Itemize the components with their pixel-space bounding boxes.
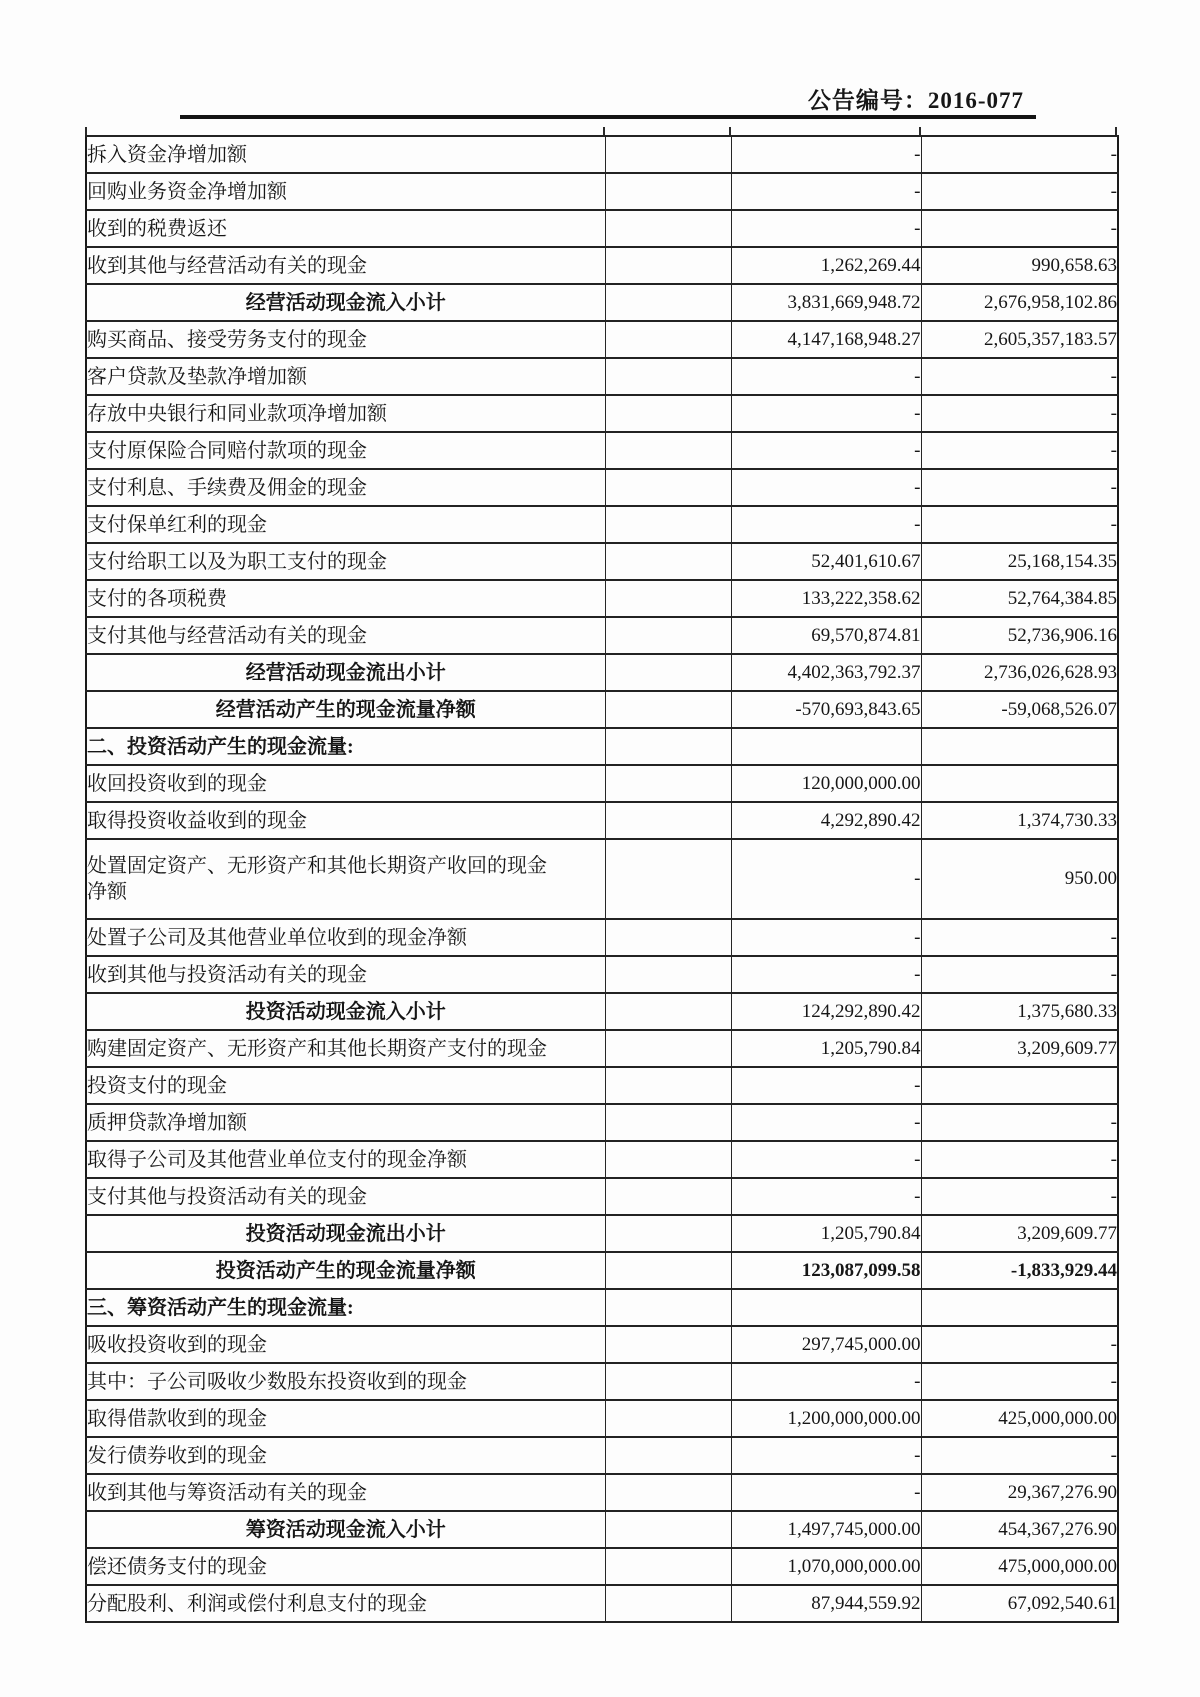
row-value-current: 297,745,000.00 bbox=[731, 1326, 921, 1363]
doc-number: 公告编号：2016-077 bbox=[807, 88, 1024, 113]
row-value-prior: - bbox=[921, 395, 1118, 432]
row-value-current: - bbox=[731, 1141, 921, 1178]
row-value-prior: 2,605,357,183.57 bbox=[921, 321, 1118, 358]
row-label: 投资活动现金流出小计 bbox=[245, 1223, 446, 1246]
table-row bbox=[86, 617, 1118, 654]
row-value-current bbox=[731, 1289, 921, 1326]
row-label-cell bbox=[86, 1511, 605, 1548]
row-value-prior: 67,092,540.61 bbox=[921, 1585, 1118, 1622]
row-label-cell bbox=[86, 543, 605, 580]
row-value-current: 1,262,269.44 bbox=[731, 247, 921, 284]
row-label-cell bbox=[86, 1141, 605, 1178]
row-blank-cell bbox=[605, 506, 731, 543]
row-value-prior: 454,367,276.90 bbox=[921, 1511, 1118, 1548]
row-label: 支付利息、手续费及佣金的现金 bbox=[87, 477, 367, 500]
row-label: 处置固定资产、无形资产和其他长期资产收回的现金净额 bbox=[87, 855, 547, 903]
row-label-cell bbox=[86, 993, 605, 1030]
row-label-cell bbox=[86, 1400, 605, 1437]
row-blank-cell bbox=[605, 1289, 731, 1326]
row-value-current: 124,292,890.42 bbox=[731, 993, 921, 1030]
row-blank-cell bbox=[605, 1363, 731, 1400]
row-label-cell bbox=[86, 1252, 605, 1289]
row-blank-cell bbox=[605, 993, 731, 1030]
row-value-current: 3,831,669,948.72 bbox=[731, 284, 921, 321]
table-row bbox=[86, 956, 1118, 993]
row-label: 处置子公司及其他营业单位收到的现金净额 bbox=[87, 927, 467, 950]
table-row bbox=[86, 728, 1118, 765]
row-label-cell bbox=[86, 1067, 605, 1104]
table-row bbox=[86, 173, 1118, 210]
row-label: 投资活动现金流入小计 bbox=[245, 1001, 446, 1024]
table-row bbox=[86, 1585, 1118, 1622]
row-label-cell bbox=[86, 432, 605, 469]
table-row bbox=[86, 210, 1118, 247]
row-value-prior: 52,736,906.16 bbox=[921, 617, 1118, 654]
table-row bbox=[86, 1252, 1118, 1289]
row-blank-cell bbox=[605, 919, 731, 956]
row-value-prior: -59,068,526.07 bbox=[921, 691, 1118, 728]
row-value-prior bbox=[921, 728, 1118, 765]
row-value-current: 1,497,745,000.00 bbox=[731, 1511, 921, 1548]
row-value-current: - bbox=[731, 432, 921, 469]
row-value-prior: - bbox=[921, 1437, 1118, 1474]
row-value-prior: 2,676,958,102.86 bbox=[921, 284, 1118, 321]
row-value-current: 133,222,358.62 bbox=[731, 580, 921, 617]
table-row bbox=[86, 1289, 1118, 1326]
row-label-cell bbox=[86, 1289, 605, 1326]
row-value-current: - bbox=[731, 1363, 921, 1400]
row-value-current: - bbox=[731, 1104, 921, 1141]
table-row bbox=[86, 1326, 1118, 1363]
row-blank-cell bbox=[605, 1437, 731, 1474]
table-row bbox=[86, 1548, 1118, 1585]
table-row bbox=[86, 839, 1118, 919]
row-value-prior: - bbox=[921, 469, 1118, 506]
row-blank-cell bbox=[605, 1585, 731, 1622]
row-value-current: 1,205,790.84 bbox=[731, 1030, 921, 1067]
row-label: 收到其他与投资活动有关的现金 bbox=[87, 964, 367, 987]
row-value-prior: 25,168,154.35 bbox=[921, 543, 1118, 580]
row-blank-cell bbox=[605, 1215, 731, 1252]
row-label-cell bbox=[86, 617, 605, 654]
row-label: 二、投资活动产生的现金流量: bbox=[87, 736, 354, 759]
row-value-current: 123,087,099.58 bbox=[731, 1252, 921, 1289]
table-row bbox=[86, 284, 1118, 321]
row-label: 支付原保险合同赔付款项的现金 bbox=[87, 440, 367, 463]
row-label-cell bbox=[86, 728, 605, 765]
cash-flow-rows bbox=[86, 136, 1118, 1622]
row-label-cell bbox=[86, 919, 605, 956]
row-blank-cell bbox=[605, 284, 731, 321]
row-label: 支付其他与投资活动有关的现金 bbox=[87, 1186, 367, 1209]
row-label-cell bbox=[86, 506, 605, 543]
row-value-prior: - bbox=[921, 956, 1118, 993]
row-label-cell bbox=[86, 1215, 605, 1252]
row-blank-cell bbox=[605, 321, 731, 358]
table-row bbox=[86, 358, 1118, 395]
row-blank-cell bbox=[605, 765, 731, 802]
table-row bbox=[86, 1400, 1118, 1437]
table-row bbox=[86, 543, 1118, 580]
row-label: 回购业务资金净增加额 bbox=[87, 181, 287, 204]
row-label-cell bbox=[86, 654, 605, 691]
table-row bbox=[86, 765, 1118, 802]
cash-flow-table-area bbox=[85, 127, 1117, 1623]
row-value-current: 4,402,363,792.37 bbox=[731, 654, 921, 691]
row-label-cell bbox=[86, 802, 605, 839]
row-value-prior: 1,375,680.33 bbox=[921, 993, 1118, 1030]
row-blank-cell bbox=[605, 136, 731, 173]
table-row bbox=[86, 1178, 1118, 1215]
row-value-prior: 425,000,000.00 bbox=[921, 1400, 1118, 1437]
row-blank-cell bbox=[605, 432, 731, 469]
row-value-current bbox=[731, 728, 921, 765]
table-row bbox=[86, 1104, 1118, 1141]
continuation-tick bbox=[1115, 127, 1117, 135]
row-label: 收回投资收到的现金 bbox=[87, 773, 267, 796]
row-label: 三、筹资活动产生的现金流量: bbox=[87, 1297, 354, 1320]
row-value-prior bbox=[921, 765, 1118, 802]
table-row bbox=[86, 1363, 1118, 1400]
row-label-cell bbox=[86, 1363, 605, 1400]
row-value-prior bbox=[921, 1289, 1118, 1326]
row-blank-cell bbox=[605, 728, 731, 765]
row-value-current: - bbox=[731, 839, 921, 919]
row-label-cell bbox=[86, 1548, 605, 1585]
row-blank-cell bbox=[605, 1252, 731, 1289]
row-value-current: - bbox=[731, 210, 921, 247]
row-value-prior: - bbox=[921, 1363, 1118, 1400]
table-row bbox=[86, 1141, 1118, 1178]
table-row bbox=[86, 506, 1118, 543]
row-blank-cell bbox=[605, 395, 731, 432]
row-label: 取得投资收益收到的现金 bbox=[87, 810, 307, 833]
row-value-current: - bbox=[731, 1474, 921, 1511]
header-rule bbox=[180, 115, 1036, 119]
row-blank-cell bbox=[605, 691, 731, 728]
row-label-cell bbox=[86, 1178, 605, 1215]
row-value-current: - bbox=[731, 358, 921, 395]
continuation-tick bbox=[729, 127, 731, 135]
row-value-current: 120,000,000.00 bbox=[731, 765, 921, 802]
row-blank-cell bbox=[605, 1104, 731, 1141]
table-row bbox=[86, 432, 1118, 469]
row-label: 投资活动产生的现金流量净额 bbox=[215, 1260, 476, 1283]
row-value-current: 4,147,168,948.27 bbox=[731, 321, 921, 358]
row-blank-cell bbox=[605, 802, 731, 839]
row-label: 其中：子公司吸收少数股东投资收到的现金 bbox=[87, 1371, 467, 1394]
row-label: 收到其他与经营活动有关的现金 bbox=[87, 255, 367, 278]
row-value-current: -570,693,843.65 bbox=[731, 691, 921, 728]
row-value-current: - bbox=[731, 1437, 921, 1474]
row-label-cell bbox=[86, 173, 605, 210]
row-value-prior: 2,736,026,628.93 bbox=[921, 654, 1118, 691]
row-label: 存放中央银行和同业款项净增加额 bbox=[87, 403, 387, 426]
table-row bbox=[86, 654, 1118, 691]
row-label: 收到的税费返还 bbox=[87, 218, 227, 241]
row-value-current: - bbox=[731, 173, 921, 210]
row-value-prior bbox=[921, 1067, 1118, 1104]
row-value-current: 4,292,890.42 bbox=[731, 802, 921, 839]
row-value-prior: 950.00 bbox=[921, 839, 1118, 919]
row-value-prior: 52,764,384.85 bbox=[921, 580, 1118, 617]
row-value-prior: - bbox=[921, 210, 1118, 247]
row-value-prior: - bbox=[921, 432, 1118, 469]
table-row bbox=[86, 321, 1118, 358]
row-value-current: - bbox=[731, 1178, 921, 1215]
row-value-current: - bbox=[731, 136, 921, 173]
row-label: 经营活动产生的现金流量净额 bbox=[215, 699, 476, 722]
row-label-cell bbox=[86, 580, 605, 617]
table-row bbox=[86, 1474, 1118, 1511]
row-value-current: - bbox=[731, 506, 921, 543]
table-row bbox=[86, 580, 1118, 617]
row-blank-cell bbox=[605, 839, 731, 919]
row-blank-cell bbox=[605, 247, 731, 284]
table-row bbox=[86, 395, 1118, 432]
row-blank-cell bbox=[605, 1474, 731, 1511]
row-label-cell bbox=[86, 1326, 605, 1363]
table-row bbox=[86, 247, 1118, 284]
row-label: 购买商品、接受劳务支付的现金 bbox=[87, 329, 367, 352]
row-value-current: - bbox=[731, 919, 921, 956]
table-row bbox=[86, 691, 1118, 728]
row-value-current: 87,944,559.92 bbox=[731, 1585, 921, 1622]
row-blank-cell bbox=[605, 580, 731, 617]
row-blank-cell bbox=[605, 1400, 731, 1437]
cash-flow-table bbox=[85, 135, 1119, 1623]
row-label-cell bbox=[86, 1585, 605, 1622]
table-row bbox=[86, 1437, 1118, 1474]
row-blank-cell bbox=[605, 617, 731, 654]
row-label: 支付其他与经营活动有关的现金 bbox=[87, 625, 367, 648]
row-label: 筹资活动现金流入小计 bbox=[245, 1519, 446, 1542]
row-label: 客户贷款及垫款净增加额 bbox=[87, 366, 307, 389]
row-value-prior: - bbox=[921, 136, 1118, 173]
row-value-prior: - bbox=[921, 1141, 1118, 1178]
row-value-prior: -1,833,929.44 bbox=[921, 1252, 1118, 1289]
row-value-current: 1,070,000,000.00 bbox=[731, 1548, 921, 1585]
table-row bbox=[86, 1067, 1118, 1104]
row-value-current: 1,200,000,000.00 bbox=[731, 1400, 921, 1437]
row-blank-cell bbox=[605, 956, 731, 993]
row-label: 支付的各项税费 bbox=[87, 588, 227, 611]
table-row bbox=[86, 136, 1118, 173]
table-row bbox=[86, 1215, 1118, 1252]
row-label: 取得子公司及其他营业单位支付的现金净额 bbox=[87, 1149, 467, 1172]
row-label-cell bbox=[86, 1474, 605, 1511]
row-label-cell bbox=[86, 765, 605, 802]
table-row bbox=[86, 1511, 1118, 1548]
row-label: 拆入资金净增加额 bbox=[87, 144, 247, 167]
row-label-cell bbox=[86, 1030, 605, 1067]
continuation-tick bbox=[85, 127, 87, 135]
table-row bbox=[86, 469, 1118, 506]
continuation-tick bbox=[919, 127, 921, 135]
row-blank-cell bbox=[605, 1030, 731, 1067]
row-label-cell bbox=[86, 210, 605, 247]
row-blank-cell bbox=[605, 358, 731, 395]
row-value-prior: 1,374,730.33 bbox=[921, 802, 1118, 839]
row-value-current: 69,570,874.81 bbox=[731, 617, 921, 654]
row-value-prior: - bbox=[921, 358, 1118, 395]
row-value-current: - bbox=[731, 1067, 921, 1104]
row-label: 支付给职工以及为职工支付的现金 bbox=[87, 551, 387, 574]
table-row bbox=[86, 993, 1118, 1030]
row-value-prior: - bbox=[921, 506, 1118, 543]
row-value-current: 1,205,790.84 bbox=[731, 1215, 921, 1252]
row-label: 经营活动现金流入小计 bbox=[245, 292, 446, 315]
row-label: 收到其他与筹资活动有关的现金 bbox=[87, 1482, 367, 1505]
row-label: 经营活动现金流出小计 bbox=[245, 662, 446, 685]
row-blank-cell bbox=[605, 1326, 731, 1363]
row-value-prior: 3,209,609.77 bbox=[921, 1030, 1118, 1067]
table-row bbox=[86, 919, 1118, 956]
row-value-prior: - bbox=[921, 1104, 1118, 1141]
row-blank-cell bbox=[605, 173, 731, 210]
row-blank-cell bbox=[605, 469, 731, 506]
row-label-cell bbox=[86, 358, 605, 395]
row-blank-cell bbox=[605, 1067, 731, 1104]
row-label-cell bbox=[86, 284, 605, 321]
row-value-current: - bbox=[731, 395, 921, 432]
row-label: 吸收投资收到的现金 bbox=[87, 1334, 267, 1357]
row-label-cell bbox=[86, 469, 605, 506]
row-label-cell bbox=[86, 395, 605, 432]
row-label-cell bbox=[86, 1104, 605, 1141]
row-value-prior: 475,000,000.00 bbox=[921, 1548, 1118, 1585]
row-value-current: 52,401,610.67 bbox=[731, 543, 921, 580]
row-value-current: - bbox=[731, 956, 921, 993]
table-row bbox=[86, 802, 1118, 839]
row-label: 支付保单红利的现金 bbox=[87, 514, 267, 537]
row-label: 投资支付的现金 bbox=[87, 1075, 227, 1098]
row-blank-cell bbox=[605, 1141, 731, 1178]
row-value-prior: - bbox=[921, 1178, 1118, 1215]
row-label-cell bbox=[86, 136, 605, 173]
row-blank-cell bbox=[605, 654, 731, 691]
row-value-prior: - bbox=[921, 173, 1118, 210]
continuation-tick bbox=[603, 127, 605, 135]
row-value-prior: 990,658.63 bbox=[921, 247, 1118, 284]
table-row bbox=[86, 1030, 1118, 1067]
row-label-cell bbox=[86, 839, 605, 919]
row-label-cell bbox=[86, 956, 605, 993]
row-label: 发行债券收到的现金 bbox=[87, 1445, 267, 1468]
row-value-prior: - bbox=[921, 1326, 1118, 1363]
row-label-cell bbox=[86, 321, 605, 358]
row-blank-cell bbox=[605, 1511, 731, 1548]
row-value-prior: 3,209,609.77 bbox=[921, 1215, 1118, 1252]
row-blank-cell bbox=[605, 1548, 731, 1585]
row-label-cell bbox=[86, 247, 605, 284]
row-label: 取得借款收到的现金 bbox=[87, 1408, 267, 1431]
row-value-current: - bbox=[731, 469, 921, 506]
row-blank-cell bbox=[605, 543, 731, 580]
row-label-cell bbox=[86, 691, 605, 728]
row-blank-cell bbox=[605, 1178, 731, 1215]
row-label: 分配股利、利润或偿付利息支付的现金 bbox=[87, 1593, 427, 1616]
row-blank-cell bbox=[605, 210, 731, 247]
row-value-prior: - bbox=[921, 919, 1118, 956]
row-label: 购建固定资产、无形资产和其他长期资产支付的现金 bbox=[87, 1038, 547, 1061]
row-label: 偿还债务支付的现金 bbox=[87, 1556, 267, 1579]
row-label-cell bbox=[86, 1437, 605, 1474]
table-continuation-ticks bbox=[85, 127, 1117, 135]
row-value-prior: 29,367,276.90 bbox=[921, 1474, 1118, 1511]
row-label: 质押贷款净增加额 bbox=[87, 1112, 247, 1135]
